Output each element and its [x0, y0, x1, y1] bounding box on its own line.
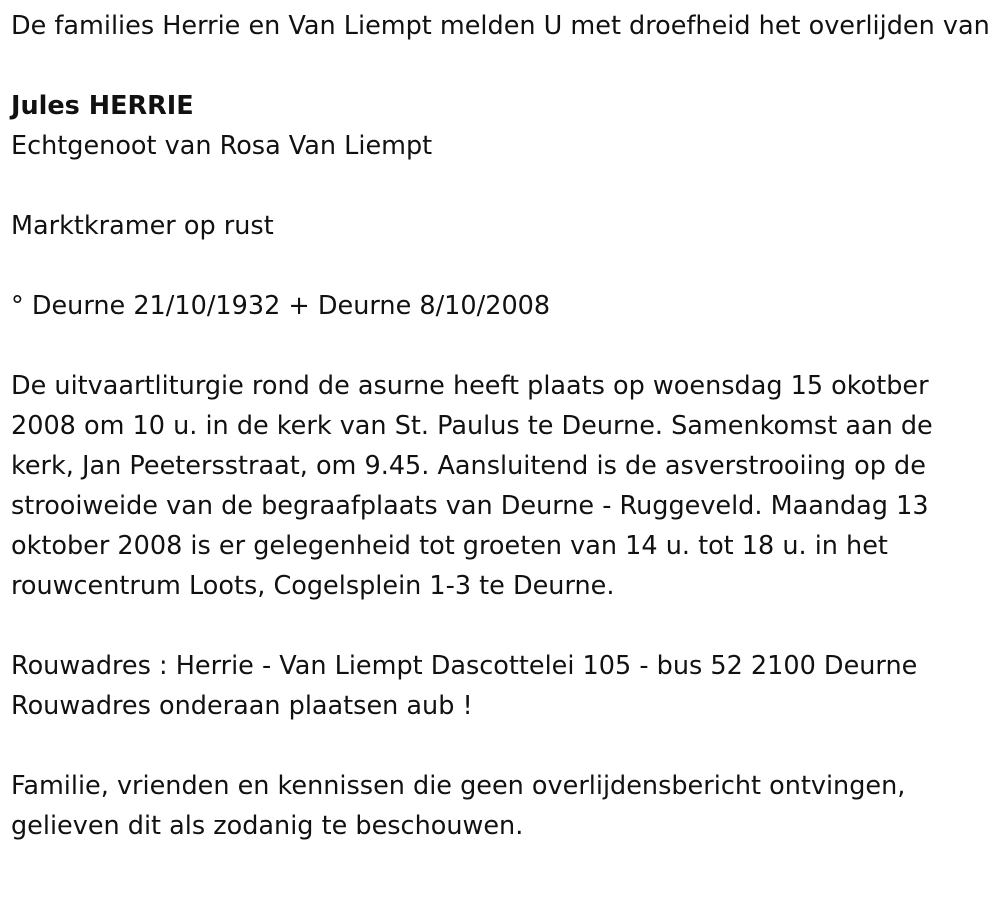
deceased-name: Jules HERRIE	[11, 91, 194, 121]
spacer	[11, 606, 993, 646]
spacer	[11, 326, 993, 366]
intro-text: De families Herrie en Van Liempt melden U met droefheid het overlijden van	[11, 11, 990, 41]
closing-paragraph: Familie, vrienden en kennissen die geen overlijdensbericht ontvingen, gelieven dit als zodanig te beschouwen.	[11, 771, 906, 841]
spacer	[11, 726, 993, 766]
mourning-address: Rouwadres : Herrie - Van Liempt Dascottelei 105 - bus 52 2100 Deurne	[11, 651, 918, 681]
spacer	[11, 166, 993, 206]
spacer	[11, 246, 993, 286]
spacer	[11, 46, 993, 86]
birth-death-dates: ° Deurne 21/10/1932 + Deurne 8/10/2008	[11, 291, 551, 321]
address-instruction: Rouwadres onderaan plaatsen aub !	[11, 691, 473, 721]
occupation-text: Marktkramer op rust	[11, 211, 274, 241]
ceremony-paragraph: De uitvaartliturgie rond de asurne heeft plaats op woensdag 15 okotber 2008 om 10 u. in de kerk van St. Paulus te Deurne. Samenkomst aan de kerk, Jan Peetersstraat, om 9.45. Aansluitend is de asverstrooiing op de strooiweide van de begraafplaats van Deurne - Ruggeveld. Maandag 13 oktober 2008 is er gelegenheid tot groeten van 14 u. tot 18 u. in het rouwcentrum Loots, Cogelsplein 1-3 te Deurne.	[11, 371, 933, 601]
spouse-text: Echtgenoot van Rosa Van Liempt	[11, 131, 433, 161]
death-notice	[11, 6, 993, 846]
